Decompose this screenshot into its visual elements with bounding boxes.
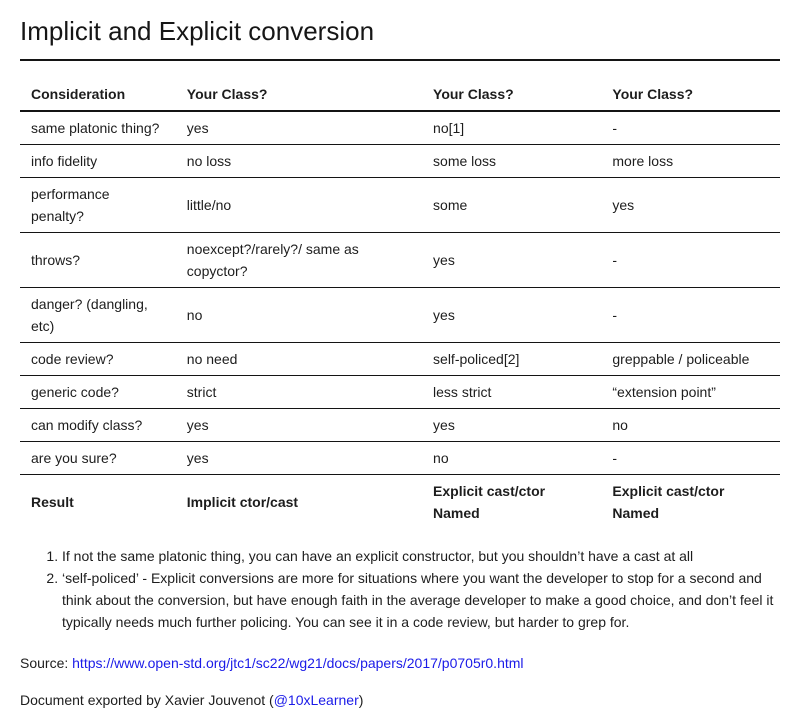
footnote-item-2: 2. ‘self-policed’ - Explicit conversions are more for situations where you want the developer to stop for a second and think about the conversion, but have enough faith in the average developer to make a good choice, and don’t feel it typically needs much further policing. You can see it in a code review, but harder to grep for. — [62, 567, 780, 633]
table-cell: greppable / policeable — [601, 343, 780, 376]
table-cell: performance penalty? — [20, 178, 176, 233]
table-cell-result: Explicit cast/ctor Named — [612, 483, 725, 521]
table-cell: more loss — [601, 145, 780, 178]
table-row — [20, 111, 780, 145]
table-row — [20, 145, 780, 178]
column-header-your-class-1: Your Class? — [176, 78, 422, 111]
table-cell: - — [601, 233, 780, 288]
table-cell-result: Implicit ctor/cast — [186, 494, 299, 510]
table-cell: throws? — [20, 233, 176, 288]
table-row-result — [20, 475, 780, 530]
table-cell: yes — [176, 111, 422, 145]
page-title: Implicit and Explicit conversion — [20, 0, 780, 61]
table-cell: no need — [176, 343, 422, 376]
table-cell: same platonic thing? — [20, 111, 176, 145]
source-link[interactable]: https://www.open-std.org/jtc1/sc22/wg21/docs/papers/2017/p0705r0.html — [72, 655, 524, 671]
table-cell: yes — [176, 409, 422, 442]
table-cell: code review? — [20, 343, 176, 376]
column-header-your-class-2: Your Class? — [422, 78, 601, 111]
table-row — [20, 409, 780, 442]
column-header-consideration: Consideration — [20, 78, 176, 111]
table-cell: less strict — [422, 376, 601, 409]
conversion-table — [20, 78, 780, 529]
table-cell: yes — [422, 233, 601, 288]
table-cell: no[1] — [422, 111, 601, 145]
table-cell: yes — [422, 409, 601, 442]
table-cell: info fidelity — [20, 145, 176, 178]
table-row — [20, 442, 780, 475]
footer-suffix: ) — [358, 692, 364, 708]
table-cell: danger? (dangling, etc) — [20, 288, 176, 343]
table-row — [20, 233, 780, 288]
table-row — [20, 343, 780, 376]
table-cell: yes — [601, 178, 780, 233]
footer-line — [20, 690, 780, 710]
table-cell: no loss — [176, 145, 422, 178]
table-cell: are you sure? — [20, 442, 176, 475]
table-cell: no — [176, 288, 422, 343]
table-row — [20, 178, 780, 233]
table-header-row — [20, 78, 780, 111]
table-cell: self-policed[2] — [422, 343, 601, 376]
table-cell: no — [422, 442, 601, 475]
table-cell: yes — [422, 288, 601, 343]
table-cell: some loss — [422, 145, 601, 178]
table-cell: can modify class? — [20, 409, 176, 442]
table-cell: - — [601, 288, 780, 343]
column-header-your-class-3: Your Class? — [601, 78, 780, 111]
source-label: Source: — [20, 655, 73, 671]
table-cell: “extension point” — [601, 376, 780, 409]
footer-prefix: Document exported by Xavier Jouvenot ( — [20, 692, 274, 708]
table-row — [20, 376, 780, 409]
table-cell-result: Explicit cast/ctor Named — [433, 483, 546, 521]
footnotes-list — [20, 545, 780, 633]
table-cell: yes — [176, 442, 422, 475]
table-cell: some — [422, 178, 601, 233]
source-line — [20, 653, 780, 673]
footer-author-link[interactable]: @10xLearner — [273, 692, 359, 708]
table-cell: no — [601, 409, 780, 442]
table-cell: little/no — [176, 178, 422, 233]
table-cell: - — [601, 442, 780, 475]
table-cell: generic code? — [20, 376, 176, 409]
table-cell: - — [601, 111, 780, 145]
table-row — [20, 288, 780, 343]
table-cell: strict — [176, 376, 422, 409]
table-cell: noexcept?/rarely?/ same as copyctor? — [176, 233, 422, 288]
table-cell-result: Result — [31, 494, 74, 510]
footnote-item-1: 1. If not the same platonic thing, you can have an explicit constructor, but you shouldn’t have a cast at all — [62, 545, 780, 567]
